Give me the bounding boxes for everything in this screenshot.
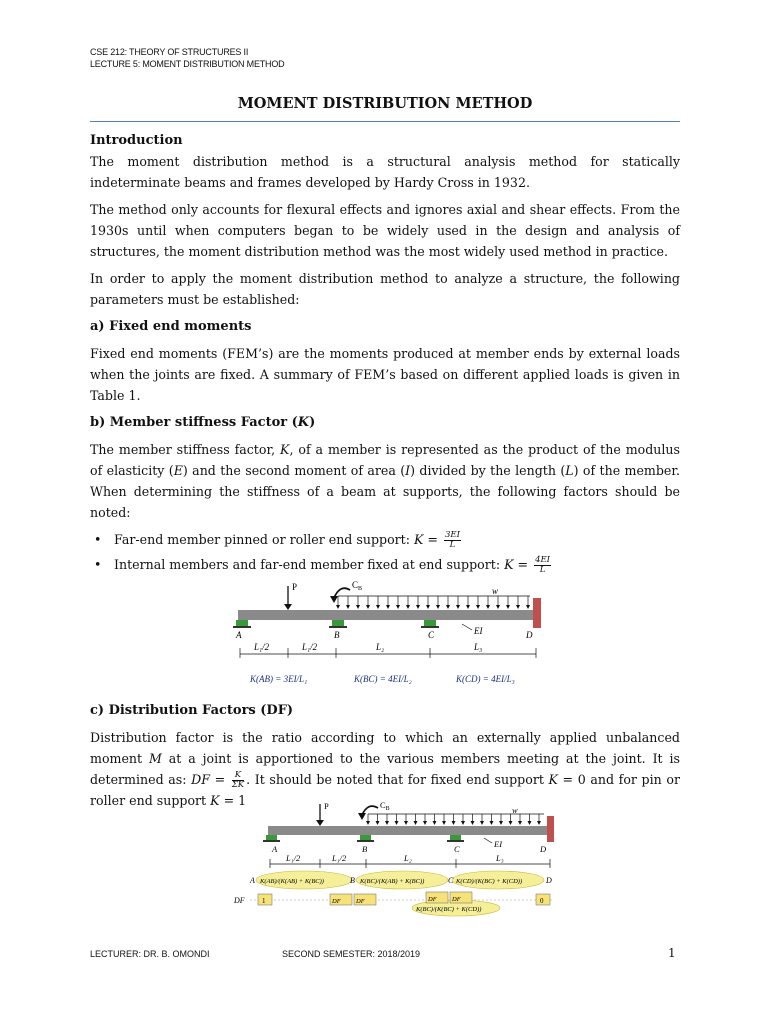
support-a xyxy=(233,620,251,628)
var-i: I xyxy=(405,463,411,478)
joint-c: C xyxy=(454,844,460,854)
udl-label: w xyxy=(512,805,518,815)
fraction-denominator: ΣK xyxy=(231,780,245,790)
df-joint-b: B xyxy=(350,876,355,885)
joint-b: B xyxy=(334,630,340,640)
text: . It should be noted that for fixed end support xyxy=(246,772,549,787)
support-c xyxy=(421,620,439,628)
support-b xyxy=(357,835,374,842)
df-joint-a: A xyxy=(250,876,255,885)
df-value-a: 1 xyxy=(262,897,266,905)
section-b-heading-text: b) Member stiffness Factor ( xyxy=(90,415,298,430)
df-oval-text: K(AB)/(K(AB) + K(BC)) xyxy=(260,878,324,885)
moment-label xyxy=(352,580,362,592)
moment-symbol: C xyxy=(380,800,386,810)
stiffness-list xyxy=(90,529,680,575)
formula-lhs: DF = xyxy=(191,772,226,787)
joint-d: D xyxy=(526,630,533,640)
support-b xyxy=(329,620,347,628)
page-title: MOMENT DISTRIBUTION METHOD xyxy=(237,95,533,112)
fraction-numerator: 4EI xyxy=(535,555,551,565)
dim-l1-half-b: L₁/2 xyxy=(332,853,347,863)
beam-figure-2 xyxy=(228,800,568,918)
joint-a: A xyxy=(272,844,278,854)
dim-l2: L₂ xyxy=(376,642,385,652)
df-joint-d: D xyxy=(546,876,552,885)
fraction-numerator: 3EI xyxy=(444,530,460,540)
text: ) of the member. When determining the stiffness of a beam at supports, the following factors should be noted: xyxy=(90,463,680,520)
joint-b: B xyxy=(362,844,368,854)
var-k: K xyxy=(548,772,558,787)
text: The member stiffness factor, xyxy=(90,442,281,457)
fraction-numerator: K xyxy=(232,771,244,781)
distributed-load xyxy=(336,596,530,609)
ei-label: EI xyxy=(474,626,483,636)
var-l: L xyxy=(565,463,574,478)
dim-l1-half-a: L₁/2 xyxy=(254,642,270,652)
df-cb: DF xyxy=(428,896,437,903)
body-top xyxy=(90,130,680,579)
fraction-denominator: L xyxy=(539,565,546,575)
intro-heading: Introduction xyxy=(90,133,183,148)
var-m: M xyxy=(148,751,162,766)
df-joint-c: C xyxy=(448,876,454,885)
lecture-title: LECTURE 5: MOMENT DISTRIBUTION METHOD xyxy=(90,59,285,69)
beam xyxy=(268,826,548,835)
text: at a joint is apportioned to the various members meeting at the joint. It is determined as: xyxy=(90,751,680,787)
list-item xyxy=(114,529,680,550)
formula-lhs: K = xyxy=(504,557,529,572)
footer-lecturer: LECTURER: DR. B. OMONDI xyxy=(90,949,210,959)
df-cd: DF xyxy=(452,896,461,903)
intro-paragraph-1: The moment distribution method is a structural analysis method for statically indeterminate beams and frames developed by Hardy Cross in 1932. xyxy=(90,154,680,190)
section-b-heading-var: K xyxy=(297,415,310,430)
dim-l3: L₃ xyxy=(496,853,504,863)
joint-d: D xyxy=(540,844,547,854)
list-item xyxy=(114,554,680,575)
fixed-wall xyxy=(547,816,554,842)
df-row-label: DF xyxy=(234,896,245,905)
page-number: 1 xyxy=(668,946,676,960)
section-c-paragraph xyxy=(90,727,680,811)
course-code: CSE 212: THEORY OF STRUCTURES II xyxy=(90,47,249,57)
ei-label: EI xyxy=(494,839,503,849)
text: ) and the second moment of area ( xyxy=(182,463,406,478)
dim-l1-half-a: L₁/2 xyxy=(286,853,301,863)
dim-l1-half-b: L₁/2 xyxy=(302,642,318,652)
formula-fraction xyxy=(534,556,551,575)
moment-subscript: B xyxy=(358,586,363,592)
joint-a: A xyxy=(236,630,242,640)
formula-lhs: K = xyxy=(413,532,438,547)
section-b-paragraph xyxy=(90,439,680,523)
beam-figure-1 xyxy=(230,578,550,690)
var-k: K xyxy=(280,442,290,457)
stiffness-cd: K(CD) = 4EI/L₃ xyxy=(456,674,515,684)
text: = 1 xyxy=(219,793,247,808)
joint-c: C xyxy=(428,630,435,640)
support-a xyxy=(263,835,280,842)
distributed-load xyxy=(366,814,544,825)
df-oval-text: K(BC)/(K(BC) + K(CD)) xyxy=(416,906,482,913)
moment-label xyxy=(380,800,390,812)
bullet-text: Internal members and far-end member fixed at end support: xyxy=(114,557,505,572)
section-b-heading-close: ) xyxy=(309,415,316,430)
running-header xyxy=(90,46,284,70)
moment-symbol: C xyxy=(352,580,359,590)
intro-paragraph-2: The method only accounts for flexural effects and ignores axial and shear effects. From the 1930s until when computers began to be widely used in the design and analysis of structures, the moment distribution method was the most widely used method in practice. xyxy=(90,202,680,259)
var-e: E xyxy=(173,463,183,478)
title-rule xyxy=(90,121,680,122)
section-a-paragraph: Fixed end moments (FEM’s) are the moments produced at member ends by external loads when the joints are fixed. A summary of FEM’s based on different applied loads is given in Table 1. xyxy=(90,346,680,403)
body-bottom xyxy=(90,700,680,811)
footer-semester: SECOND SEMESTER: 2018/2019 xyxy=(282,949,421,959)
df-value-d: 0 xyxy=(540,897,544,905)
section-a-heading: a) Fixed end moments xyxy=(90,319,252,334)
intro-paragraph-3: In order to apply the moment distribution method to analyze a structure, the following parameters must be established: xyxy=(90,271,680,307)
stiffness-bc: K(BC) = 4EI/L₂ xyxy=(354,674,412,684)
stiffness-ab: K(AB) = 3EI/L₁ xyxy=(250,674,308,684)
section-c-heading: c) Distribution Factors (DF) xyxy=(90,703,294,718)
moment-subscript: B xyxy=(385,806,390,812)
load-label: P xyxy=(324,801,329,811)
bullet-text: Far-end member pinned or roller end support: xyxy=(114,532,414,547)
df-ba: DF xyxy=(332,898,341,905)
formula-fraction xyxy=(444,531,461,550)
var-k: K xyxy=(210,793,220,808)
beam xyxy=(238,610,534,620)
text: Distribution factor is the ratio according to which an externally applied unbalanced moment xyxy=(90,730,680,766)
df-bc: DF xyxy=(356,898,365,905)
text: = 0 and for pin or roller end support xyxy=(90,772,680,808)
fraction-denominator: L xyxy=(449,540,456,550)
text: ) divided by the length ( xyxy=(410,463,566,478)
fixed-wall xyxy=(533,598,541,628)
df-oval-text: K(BC)/(K(AB) + K(BC)) xyxy=(360,878,425,885)
udl-label: w xyxy=(492,586,499,596)
text: , of a member is represented as the product of the modulus of elasticity ( xyxy=(90,442,680,478)
load-label: P xyxy=(292,582,298,592)
section-b-heading xyxy=(90,412,680,433)
df-oval-text: K(CD)/(K(BC) + K(CD)) xyxy=(456,878,523,885)
dim-l2: L₂ xyxy=(404,853,412,863)
dim-l3: L₃ xyxy=(474,642,483,652)
df-fraction xyxy=(232,771,244,790)
support-c xyxy=(447,835,464,842)
